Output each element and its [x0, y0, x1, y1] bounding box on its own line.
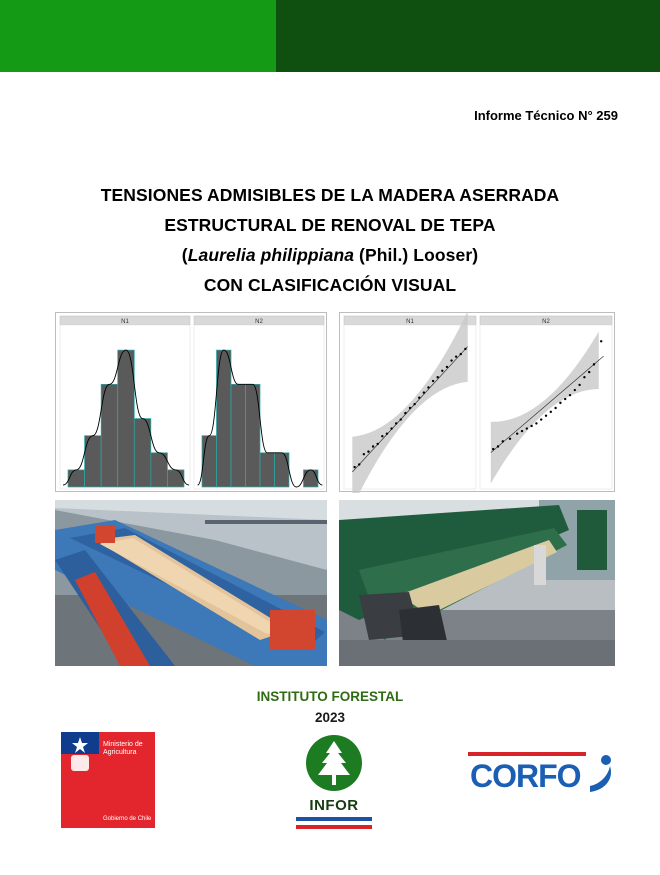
qq-point — [450, 359, 452, 361]
institute-name: INSTITUTO FORESTAL — [256, 689, 404, 704]
qq-point — [578, 384, 580, 386]
qq-point — [381, 435, 383, 437]
qq-point — [427, 386, 429, 388]
hist-bar — [304, 470, 319, 487]
header-band-light — [0, 0, 276, 72]
histogram-svg — [56, 313, 328, 493]
qq-point — [423, 391, 425, 393]
report-number: Informe Técnico N° 259 — [474, 108, 618, 123]
qq-point — [409, 407, 411, 409]
title-line-4: CON CLASIFICACIÓN VISUAL — [203, 275, 457, 295]
qq-point — [367, 450, 369, 452]
ministry-line-2: Agricultura — [103, 749, 137, 756]
corfo-figure-icon — [586, 752, 616, 796]
qq-point — [358, 463, 360, 465]
qq-point — [464, 348, 466, 350]
hist-bar — [101, 384, 118, 487]
title-line-3: (Laurelia philippiana (Phil.) Looser) — [181, 245, 479, 265]
qq-point — [497, 445, 499, 447]
qq-point — [395, 422, 397, 424]
title-line-2: ESTRUCTURAL DE RENOVAL DE TEPA — [164, 215, 496, 235]
photo-testing-machine-right — [339, 500, 615, 666]
qq-point — [432, 380, 434, 382]
qq-plot-figure — [339, 312, 615, 492]
qq-point — [492, 448, 494, 450]
qq-point — [353, 466, 355, 468]
qq-point — [600, 340, 602, 342]
qq-point — [446, 366, 448, 368]
hist-bar — [68, 470, 85, 487]
title-line-1: TENSIONES ADMISIBLES DE LA MADERA ASERRADA — [100, 185, 560, 205]
qq-point — [530, 425, 532, 427]
histogram-figure — [55, 312, 327, 492]
qq-point — [502, 440, 504, 442]
qq-point — [593, 363, 595, 365]
qq-point — [400, 418, 402, 420]
qq-facet-label-n2: N2 — [542, 319, 550, 325]
ministry-line-1: Ministerio de — [103, 741, 143, 748]
hist-bar — [151, 453, 168, 487]
qq-point — [516, 432, 518, 434]
header-band-dark — [276, 0, 660, 72]
tree-icon — [296, 733, 372, 795]
qq-point — [583, 376, 585, 378]
qq-point — [363, 453, 365, 455]
facet-label-n2: N2 — [255, 319, 263, 325]
coat-of-arms-icon — [61, 735, 99, 775]
document-title — [0, 180, 660, 300]
hist-bar — [167, 470, 184, 487]
qq-point — [386, 432, 388, 434]
qq-point — [540, 418, 542, 420]
hist-bar — [231, 384, 246, 487]
ministry-agriculture-logo — [61, 732, 155, 828]
qq-point — [404, 412, 406, 414]
qq-point — [372, 445, 374, 447]
qq-point — [455, 355, 457, 357]
qq-svg — [340, 313, 616, 493]
qq-point — [521, 430, 523, 432]
hist-facet-n1 — [60, 316, 190, 489]
hist-bar — [202, 436, 217, 487]
qq-point — [559, 402, 561, 404]
qq-point — [588, 371, 590, 373]
qq-facet-n1 — [344, 313, 476, 493]
government-label: Gobierno de Chile — [103, 816, 152, 822]
qq-point — [376, 443, 378, 445]
qq-point — [550, 411, 552, 413]
hist-bar — [260, 453, 275, 487]
hist-bar — [134, 419, 151, 487]
qq-point — [436, 376, 438, 378]
qq-point — [418, 397, 420, 399]
qq-point — [413, 403, 415, 405]
corfo-logo — [468, 752, 618, 800]
qq-point — [564, 398, 566, 400]
infor-logo — [296, 733, 372, 829]
publication-year: 2023 — [314, 710, 346, 725]
qq-point — [441, 370, 443, 372]
corfo-label: CORFO — [470, 758, 581, 794]
qq-point — [535, 422, 537, 424]
qq-point — [526, 427, 528, 429]
qq-facet-label-n1: N1 — [406, 319, 414, 325]
hist-bar — [275, 453, 290, 487]
hist-bar — [118, 350, 135, 487]
qq-point — [569, 394, 571, 396]
qq-point — [460, 353, 462, 355]
photo-testing-machine-left — [55, 500, 327, 666]
qq-point — [545, 415, 547, 417]
species-name: Laurelia philippiana — [187, 245, 355, 265]
qq-point — [509, 438, 511, 440]
qq-point — [390, 427, 392, 429]
qq-point — [554, 407, 556, 409]
hist-facet-n2 — [194, 316, 324, 489]
facet-label-n1: N1 — [121, 319, 129, 325]
qq-facet-n2 — [480, 316, 612, 489]
infor-label: INFOR — [309, 797, 359, 814]
qq-point — [574, 389, 576, 391]
